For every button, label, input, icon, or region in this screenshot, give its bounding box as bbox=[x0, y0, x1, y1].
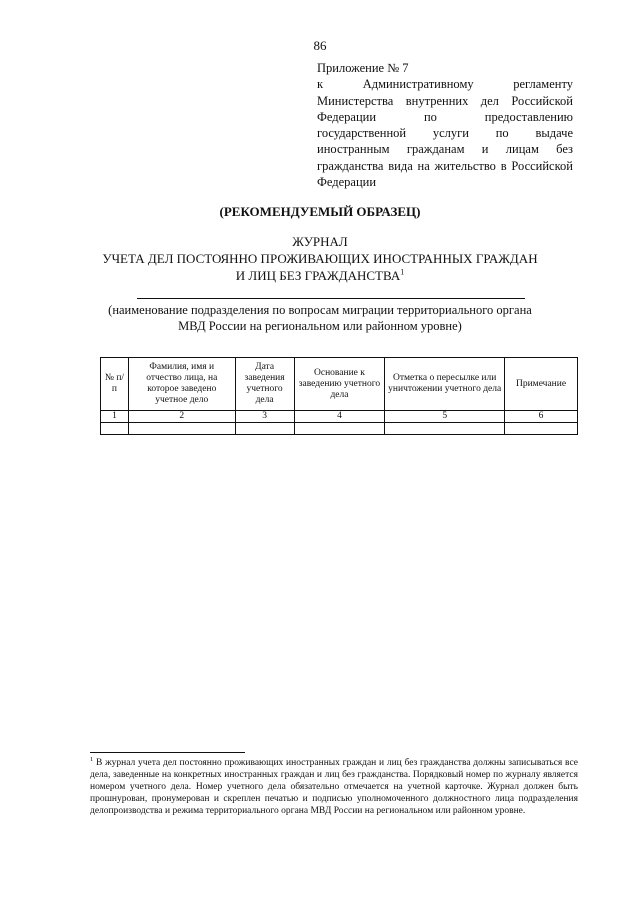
journal-subtitle-text: И ЛИЦ БЕЗ ГРАЖДАНСТВА bbox=[235, 268, 401, 283]
table-header-cell: Фамилия, имя и отчество лица, на которое заведено учетное дело bbox=[128, 358, 235, 411]
table-cell bbox=[505, 423, 578, 435]
appendix-block bbox=[317, 60, 573, 190]
table-header-cell: Отметка о пересылке или уничтожении учетного дела bbox=[385, 358, 505, 411]
appendix-line: Федерации bbox=[317, 175, 377, 190]
table-cell: 2 bbox=[128, 411, 235, 423]
table-cell: 3 bbox=[235, 411, 294, 423]
appendix-line: иностранным гражданам и лицам без bbox=[317, 142, 573, 157]
appendix-line: гражданства вида на жительство в Российской bbox=[317, 158, 573, 173]
footnote-ref: 1 bbox=[400, 267, 405, 277]
footnote-separator bbox=[90, 752, 245, 753]
table-header-cell: Дата заведения учетного дела bbox=[235, 358, 294, 411]
table-cell bbox=[235, 423, 294, 435]
table-row bbox=[101, 411, 578, 423]
table-cell bbox=[385, 423, 505, 435]
journal-title: ЖУРНАЛ bbox=[292, 234, 348, 249]
table-header-cell: Основание к заведению учетного дела bbox=[294, 358, 385, 411]
footnote bbox=[90, 757, 578, 817]
subdivision-line: МВД России на региональном или районном уровне) bbox=[178, 319, 462, 333]
footnote-mark: 1 bbox=[90, 755, 94, 763]
table-cell bbox=[294, 423, 385, 435]
appendix-line: Федерации по предоставлению bbox=[317, 109, 573, 124]
subdivision-line: (наименование подразделения по вопросам миграции территориального органа bbox=[108, 303, 532, 317]
journal-subtitle-2 bbox=[0, 267, 640, 284]
journal-subtitle: УЧЕТА ДЕЛ ПОСТОЯННО ПРОЖИВАЮЩИХ ИНОСТРАННЫХ ГРАЖДАН bbox=[102, 251, 538, 266]
page-number: 86 bbox=[313, 38, 327, 53]
appendix-line: государственной услуги по выдаче bbox=[317, 126, 573, 141]
table-header-cell: № п/п bbox=[101, 358, 129, 411]
journal-heading bbox=[0, 233, 640, 284]
table-cell: 4 bbox=[294, 411, 385, 423]
table-cell: 5 bbox=[385, 411, 505, 423]
appendix-line: к Административному регламенту bbox=[317, 77, 573, 92]
table-row bbox=[101, 423, 578, 435]
appendix-line: Министерства внутренних дел Российской bbox=[317, 93, 573, 108]
table-cell bbox=[128, 423, 235, 435]
table-header-row bbox=[101, 358, 578, 411]
journal-table bbox=[100, 357, 578, 435]
subdivision-caption bbox=[0, 302, 640, 334]
table-cell: 6 bbox=[505, 411, 578, 423]
table-header-cell: Примечание bbox=[505, 358, 578, 411]
table-cell: 1 bbox=[101, 411, 129, 423]
fill-in-line bbox=[137, 298, 525, 299]
appendix-line: Приложение № 7 bbox=[317, 61, 409, 75]
footnote-text: В журнал учета дел постоянно проживающих иностранных граждан и лиц без гражданства должны записываться все дела, заведенные на конкретных иностранных граждан и лиц без гражданства. Порядковый номер по журналу является номером учетного дела. Номер учетного дела обязательно отмечается на учетной карточке. Журнал должен быть прошнурован, пронумерован и скреплен печатью и подписью уполномоченного должностного лица подразделения делопроизводства и режима территориального органа МВД России на региональном или районном уровне. bbox=[90, 758, 578, 816]
sample-title: (РЕКОМЕНДУЕМЫЙ ОБРАЗЕЦ) bbox=[219, 204, 421, 219]
table-cell bbox=[101, 423, 129, 435]
